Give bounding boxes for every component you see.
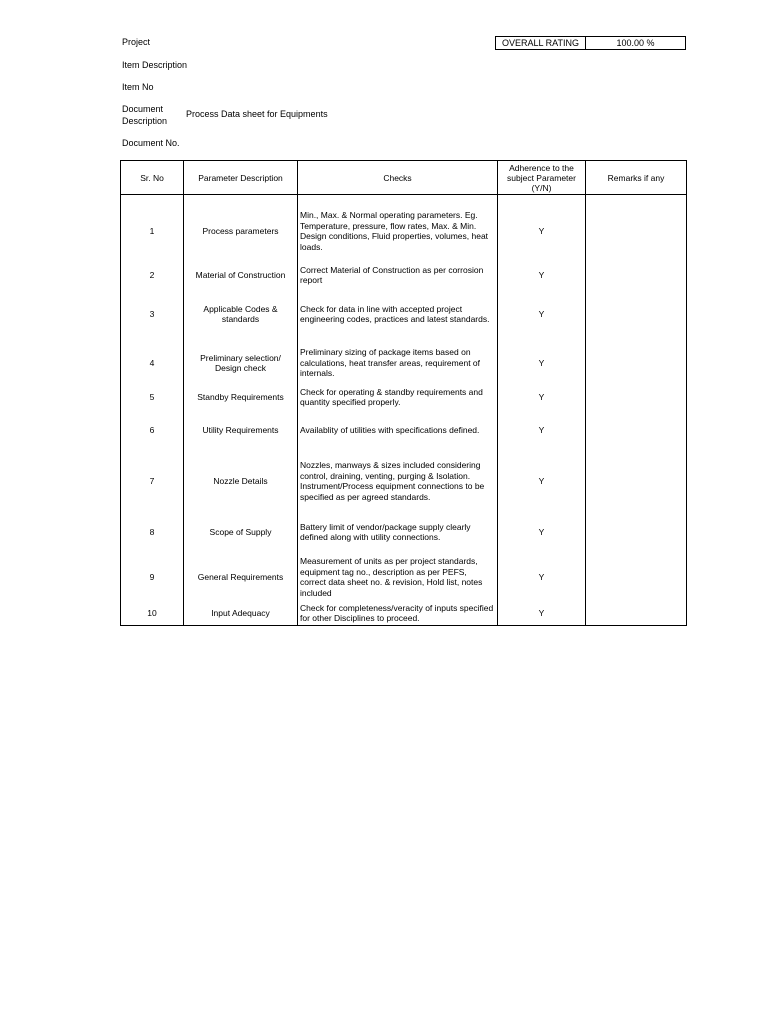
table-row: [121, 451, 687, 511]
cell-adherence: Y: [498, 287, 586, 341]
table-row: [121, 409, 687, 451]
cell-adherence: Y: [498, 341, 586, 385]
cell-sr-no: 6: [121, 409, 184, 451]
overall-rating-label: OVERALL RATING: [496, 37, 586, 49]
cell-remarks: [586, 451, 687, 511]
cell-remarks: [586, 385, 687, 409]
cell-parameter: Preliminary selection/ Design check: [184, 341, 298, 385]
cell-parameter: Process parameters: [184, 199, 298, 263]
cell-parameter: Material of Construction: [184, 263, 298, 287]
table-body: [121, 195, 687, 626]
col-header-checks: Checks: [298, 161, 498, 195]
cell-parameter: Applicable Codes & standards: [184, 287, 298, 341]
table-row: [121, 601, 687, 626]
table-row: [121, 553, 687, 601]
cell-remarks: [586, 287, 687, 341]
document-description-label-line2: Description: [122, 116, 168, 126]
item-description-label: Item Description: [122, 60, 188, 70]
cell-sr-no: 3: [121, 287, 184, 341]
cell-sr-no: 5: [121, 385, 184, 409]
project-label: Project: [122, 37, 151, 47]
cell-remarks: [586, 511, 687, 553]
table-row: [121, 199, 687, 263]
item-no-label: Item No: [122, 82, 154, 92]
cell-adherence: Y: [498, 511, 586, 553]
cell-adherence: Y: [498, 601, 586, 626]
cell-remarks: [586, 199, 687, 263]
overall-rating-value: 100.00 %: [616, 38, 655, 48]
cell-check: Check for data in line with accepted project engineering codes, practices and latest standards.: [298, 287, 498, 341]
cell-remarks: [586, 601, 687, 626]
cell-check: Check for operating & standby requirements and quantity specified properly.: [298, 385, 498, 409]
cell-parameter: Scope of Supply: [184, 511, 298, 553]
cell-sr-no: 1: [121, 199, 184, 263]
document-description-label-line1: Document: [122, 104, 164, 114]
cell-check: Preliminary sizing of package items based on calculations, heat transfer areas, requirement of internals.: [298, 341, 498, 385]
cell-parameter: Standby Requirements: [184, 385, 298, 409]
cell-adherence: Y: [498, 199, 586, 263]
cell-adherence: Y: [498, 409, 586, 451]
table-row: [121, 385, 687, 409]
cell-remarks: [586, 341, 687, 385]
cell-check: Measurement of units as per project standards, equipment tag no., description as per PEFS, correct data sheet no. & revision, Hold list, notes included: [298, 553, 498, 601]
cell-adherence: Y: [498, 385, 586, 409]
overall-rating-box: [495, 36, 686, 50]
cell-sr-no: 9: [121, 553, 184, 601]
document-no-label: Document No.: [122, 138, 180, 148]
table-row: [121, 511, 687, 553]
col-header-adherence: Adherence to the subject Parameter (Y/N): [498, 161, 586, 195]
cell-check: Nozzles, manways & sizes included considering control, draining, venting, purging & Isolation. Instrument/Process equipment connections to be specified as per agreed standards.: [298, 451, 498, 511]
cell-check: Min., Max. & Normal operating parameters. Eg. Temperature, pressure, flow rates, Max. & Min. Design conditions, Fluid properties, volumes, heat loads.: [298, 199, 498, 263]
table-header-row: [121, 161, 687, 195]
document-description-value: Process Data sheet for Equipments: [186, 109, 328, 119]
cell-parameter: General Requirements: [184, 553, 298, 601]
table-row: [121, 341, 687, 385]
cell-remarks: [586, 409, 687, 451]
cell-remarks: [586, 263, 687, 287]
cell-adherence: Y: [498, 263, 586, 287]
cell-remarks: [586, 553, 687, 601]
cell-check: Battery limit of vendor/package supply clearly defined along with utility connections.: [298, 511, 498, 553]
cell-sr-no: 8: [121, 511, 184, 553]
col-header-parameter: Parameter Description: [184, 161, 298, 195]
cell-sr-no: 4: [121, 341, 184, 385]
cell-adherence: Y: [498, 451, 586, 511]
col-header-remarks: Remarks if any: [586, 161, 687, 195]
cell-sr-no: 2: [121, 263, 184, 287]
cell-check: Correct Material of Construction as per corrosion report: [298, 263, 498, 287]
cell-adherence: Y: [498, 553, 586, 601]
col-header-sr-no: Sr. No: [121, 161, 184, 195]
cell-sr-no: 10: [121, 601, 184, 626]
table-row: [121, 287, 687, 341]
cell-parameter: Input Adequacy: [184, 601, 298, 626]
cell-check: Check for completeness/veracity of inputs specified for other Disciplines to proceed.: [298, 601, 498, 626]
table-row: [121, 263, 687, 287]
cell-parameter: Nozzle Details: [184, 451, 298, 511]
checklist-table: [120, 160, 687, 626]
cell-check: Availablity of utilities with specifications defined.: [298, 409, 498, 451]
cell-parameter: Utility Requirements: [184, 409, 298, 451]
cell-sr-no: 7: [121, 451, 184, 511]
